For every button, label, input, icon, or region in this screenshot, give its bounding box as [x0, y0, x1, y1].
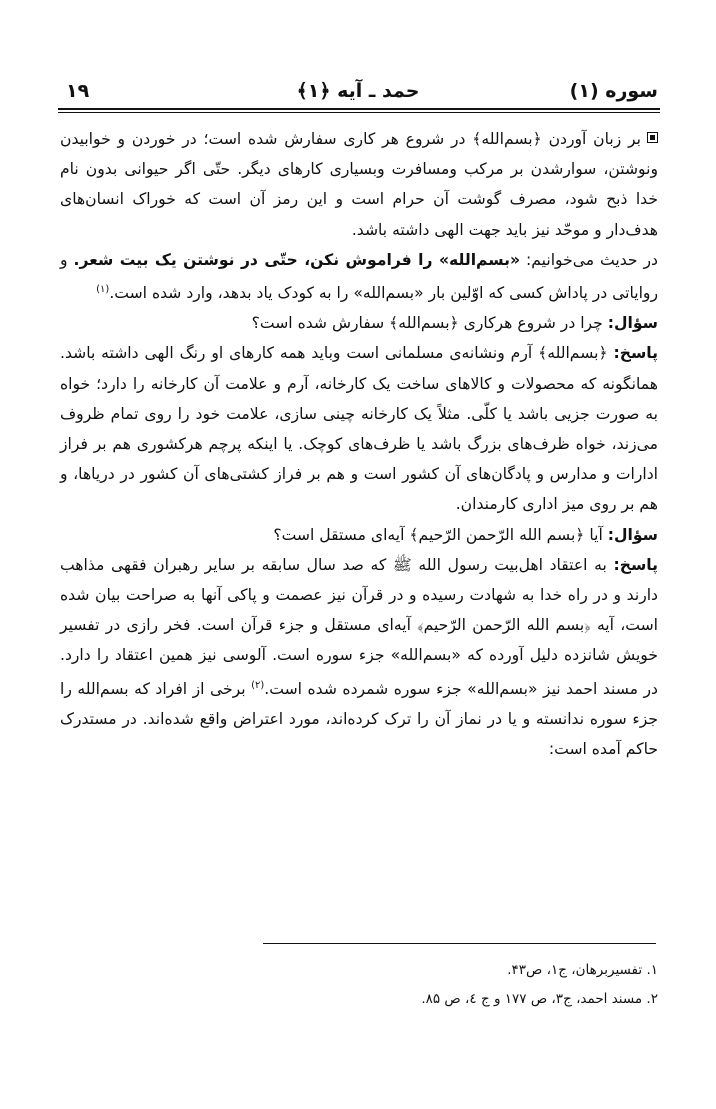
answer-text-continued: برخی از افراد که بسم‌الله را جزء سوره ندانسته و یا در نماز آن را ترک کرده‌اند، مورد اعتراض واقع شده‌اند. در مستدرک حاکم آمده است: — [60, 679, 658, 759]
question-label: سؤال: — [607, 314, 658, 333]
paragraph-bismillah-usage — [60, 124, 658, 245]
paragraph-hadith — [60, 245, 658, 308]
answer-label: پاسخ: — [613, 555, 658, 574]
answer-label: پاسخ: — [613, 344, 658, 363]
footnote-rule — [263, 943, 656, 944]
header-surah: سوره (۱) — [569, 80, 658, 102]
paragraph-text: بر زبان آوردن ﴿بسم‌الله﴾ در شروع هر کاری سفارش شده است؛ در خوردن و خوابیدن ونوشتن، سوارشدن بر مرکب ومسافرت وبسیاری کارهای دیگر. حتّی اگر حیوانی بدون نام خدا ذبح شود، مصرف گوشت آن حرام است و این رمز آن است که خوراک انسان‌های هدف‌دار و موحّد نیز باید جهت الهی داشته باشد. — [60, 130, 658, 239]
footnote-1: ۱. تفسیربرهان، ج۱، ص۴۳. — [507, 962, 658, 978]
square-bullet-icon — [647, 132, 658, 143]
page-body — [60, 124, 658, 764]
footnote-ref-2: (۲) — [251, 679, 265, 691]
hadith-quote: «بسم‌الله» را فراموش نکن، حتّی در نوشتن یک بیت شعر. — [73, 250, 521, 269]
question-text: آیا ﴿بسم الله الرّحمن الرّحیم﴾ آیه‌ای مستقل است؟ — [273, 525, 608, 544]
header-rule — [58, 108, 660, 110]
page-header — [58, 78, 658, 108]
footnote-ref-1: (۱) — [96, 284, 110, 296]
hadith-rest: و روایاتی در پاداش کسی که اوّلین بار «بسم‌الله» را به کودک یاد بدهد، وارد شده است. — [60, 250, 658, 303]
answer-1 — [60, 338, 658, 519]
answer-2 — [60, 550, 658, 764]
question-1 — [60, 308, 658, 338]
hadith-intro: در حدیث می‌خوانیم: — [520, 250, 658, 269]
answer-text: به اعتقاد اهل‌بیت رسول الله ﷺ که صد سال سابقه بر سایر رهبران فقهی مذاهب دارند و در راه خدا به شهادت رسیده و در قرآن نیز عصمت و پاکی آنها به صراحت بیان شده است، آیه ﴿بسم الله الرّحمن الرّحیم﴾ آیه‌ای مستقل و جزء قرآن است. فخر رازی در تفسیر خویش شانزده دلیل آورده که «بسم‌الله» جزء سوره است. آلوسی نیز همین اعتقاد را دارد. در مسند احمد نیز «بسم‌الله» جزء سوره شمرده شده است. — [60, 555, 659, 698]
question-2 — [60, 520, 658, 550]
header-title: حمد ـ آیه ﴿۱﴾ — [296, 80, 420, 102]
question-text: چرا در شروع هرکاری ﴿بسم‌الله﴾ سفارش شده است؟ — [251, 314, 608, 333]
question-label: سؤال: — [607, 525, 658, 544]
footnotes — [262, 956, 658, 1014]
header-rule-thin — [58, 112, 660, 113]
footnote-2: ۲. مسند احمد، ج۳، ص ۱۷۷ و ج ٤، ص ۸۵. — [421, 991, 658, 1007]
answer-text: ﴿بسم‌الله﴾ آرم ونشانه‌ی مسلمانی است وباید همه کارهای او رنگ الهی داشته باشد. همانگونه که محصولات و کالاهای ساخت یک کارخانه، آرم و علامت آن کارخانه را دارد؛ خواه به صورت جزیی باشد یا کلّی. مثلاً یک کارخانه چینی سازی، علامت خود را روی تمام ظروف می‌زند، خواه ظرف‌های بزرگ باشد یا ظرف‌های کوچک. یا اینکه پرچم هرکشوری هم بر فراز ادارات و مدارس و پادگان‌های آن کشور است و هم بر فراز کشتی‌های آن کشور در دریاها، و هم بر روی میز اداری کارمندان. — [60, 344, 658, 514]
page-number: ۱۹ — [66, 80, 90, 102]
